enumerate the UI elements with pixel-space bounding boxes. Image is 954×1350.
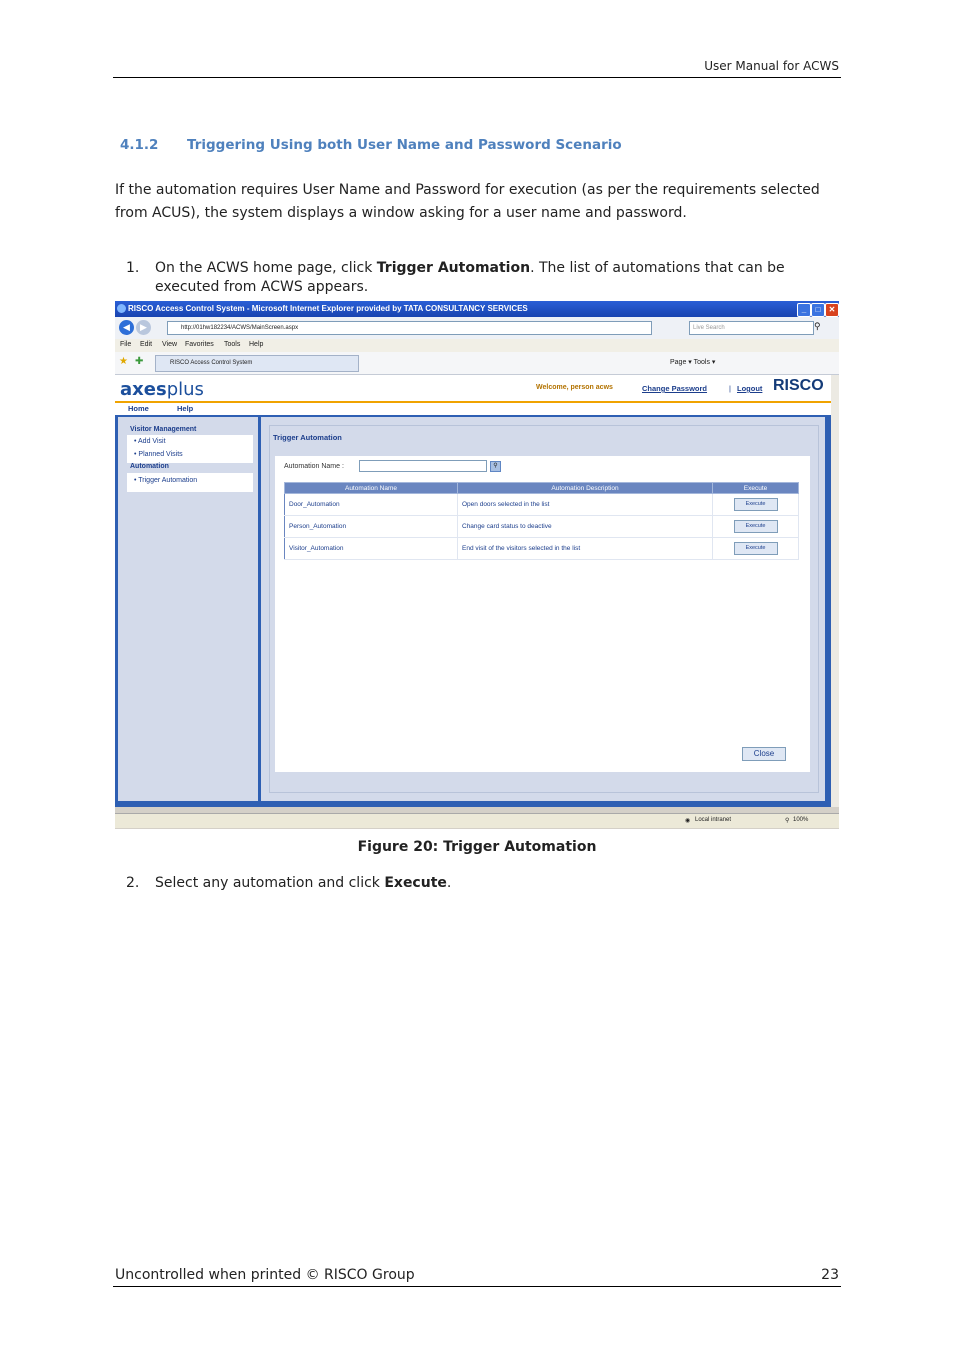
maximize-icon[interactable]: □ [811,303,825,317]
menu-edit[interactable]: Edit [140,341,153,348]
section-title: Triggering Using both User Name and Password Scenario [187,137,622,153]
automation-name-cell: Visitor_Automation [285,538,458,560]
col-header: Automation Description [458,483,713,494]
back-icon[interactable]: ◀ [119,320,134,335]
close-button[interactable]: Close [742,747,786,761]
automation-name-input[interactable] [359,460,487,472]
execute-button[interactable]: Execute [734,520,778,533]
section-number: 4.1.2 [120,137,159,153]
step-2 [126,874,826,894]
search-icon[interactable]: ⚲ [490,461,501,472]
execute-cell [713,516,799,538]
content-area [261,417,825,801]
step-text: Select any automation and click Execute. [155,875,452,891]
minimize-icon[interactable]: _ [797,303,811,317]
automation-desc-cell: Change card status to deactive [458,516,713,538]
automation-name-label: Automation Name : [284,463,344,470]
col-header: Automation Name [285,483,458,494]
sidebar [118,417,258,801]
automation-name-cell: Person_Automation [285,516,458,538]
sidebar-item-planned-visits[interactable]: • Planned Visits [134,451,183,458]
change-password-link[interactable]: Change Password [642,384,708,393]
panel-body [275,456,810,772]
sidebar-header-visitor: Visitor Management [130,426,197,433]
nav-help[interactable]: Help [177,404,194,413]
zoom-level[interactable]: 100% [793,817,809,823]
sidebar-menu [127,425,253,492]
sidebar-item-trigger-automation[interactable]: • Trigger Automation [134,477,198,484]
add-favorite-icon[interactable]: ✚ [135,356,144,367]
col-header: Execute [713,483,799,494]
status-bar [115,813,839,828]
figure-caption: Figure 20: Trigger Automation [357,839,597,855]
sidebar-item-add-visit[interactable]: • Add Visit [134,438,166,445]
automation-table [284,482,799,560]
close-icon[interactable]: ✕ [825,303,839,317]
search-input[interactable]: Live Search [689,321,814,335]
sidebar-header-automation: Automation [130,463,169,470]
table-header-row [285,483,799,494]
panel-title: Trigger Automation [273,433,342,442]
menu-tools[interactable]: Tools [224,341,241,348]
favorites-star-icon[interactable]: ★ [119,356,128,367]
browser-tab[interactable]: RISCO Access Control System [155,355,359,372]
zoom-icon: ⚲ [785,818,790,824]
menu-help[interactable]: Help [249,341,264,348]
logout-link[interactable]: Logout [737,384,763,393]
link-separator: | [729,384,731,393]
risco-logo: RISCO [773,377,824,394]
table-row [285,516,799,538]
axesplus-logo: axesplus [120,379,204,400]
table-row [285,538,799,560]
welcome-text: Welcome, person acws [536,384,613,391]
window-title: RISCO Access Control System - Microsoft Internet Explorer provided by TATA CONSULTANCY SERVICES [128,304,528,313]
manual-title: User Manual for ACWS [704,59,839,73]
step-1 [126,259,826,299]
footer-notice: Uncontrolled when printed © RISCO Group [115,1267,415,1283]
favorites-bar [115,352,839,375]
menu-file[interactable]: File [120,341,132,348]
address-input[interactable]: http://01hw182234/ACWS/MainScreen.aspx [167,321,652,335]
table-row [285,494,799,516]
menu-bar [115,339,839,352]
footer-rule [113,1286,841,1287]
screenshot-trigger-automation [115,301,839,829]
status-zone: Local intranet [695,817,732,823]
execute-button[interactable]: Execute [734,542,778,555]
execute-cell [713,538,799,560]
ie-icon [117,304,126,313]
toolbar-tools[interactable]: Page ▾ Tools ▾ [670,359,716,366]
step-number: 2. [126,875,140,891]
page-number: 23 [821,1267,839,1283]
forward-icon[interactable]: ▶ [136,320,151,335]
main-area [115,415,831,807]
execute-cell [713,494,799,516]
automation-desc-cell: Open doors selected in the list [458,494,713,516]
menu-favorites[interactable]: Favorites [185,341,214,348]
nav-home[interactable]: Home [128,404,149,413]
step-text: On the ACWS home page, click Trigger Automation. The list of automations that can be executed from ACWS appears. [155,260,785,295]
page-scrollbar[interactable] [831,375,839,807]
automation-desc-cell: End visit of the visitors selected in the list [458,538,713,560]
intro-paragraph: If the automation requires User Name and Password for execution (as per the requirements selected from ACUS), the system displays a window asking for a user name and password. [115,182,820,221]
window-titlebar [115,301,839,317]
trigger-automation-panel [269,425,819,793]
header-rule [113,77,841,78]
execute-button[interactable]: Execute [734,498,778,511]
step-number: 1. [126,260,140,276]
address-bar [115,317,839,339]
app-header [115,375,831,401]
globe-icon: ◉ [685,818,691,824]
automation-name-cell: Door_Automation [285,494,458,516]
menu-view[interactable]: View [162,341,178,348]
search-icon[interactable]: ⚲ [814,321,821,331]
